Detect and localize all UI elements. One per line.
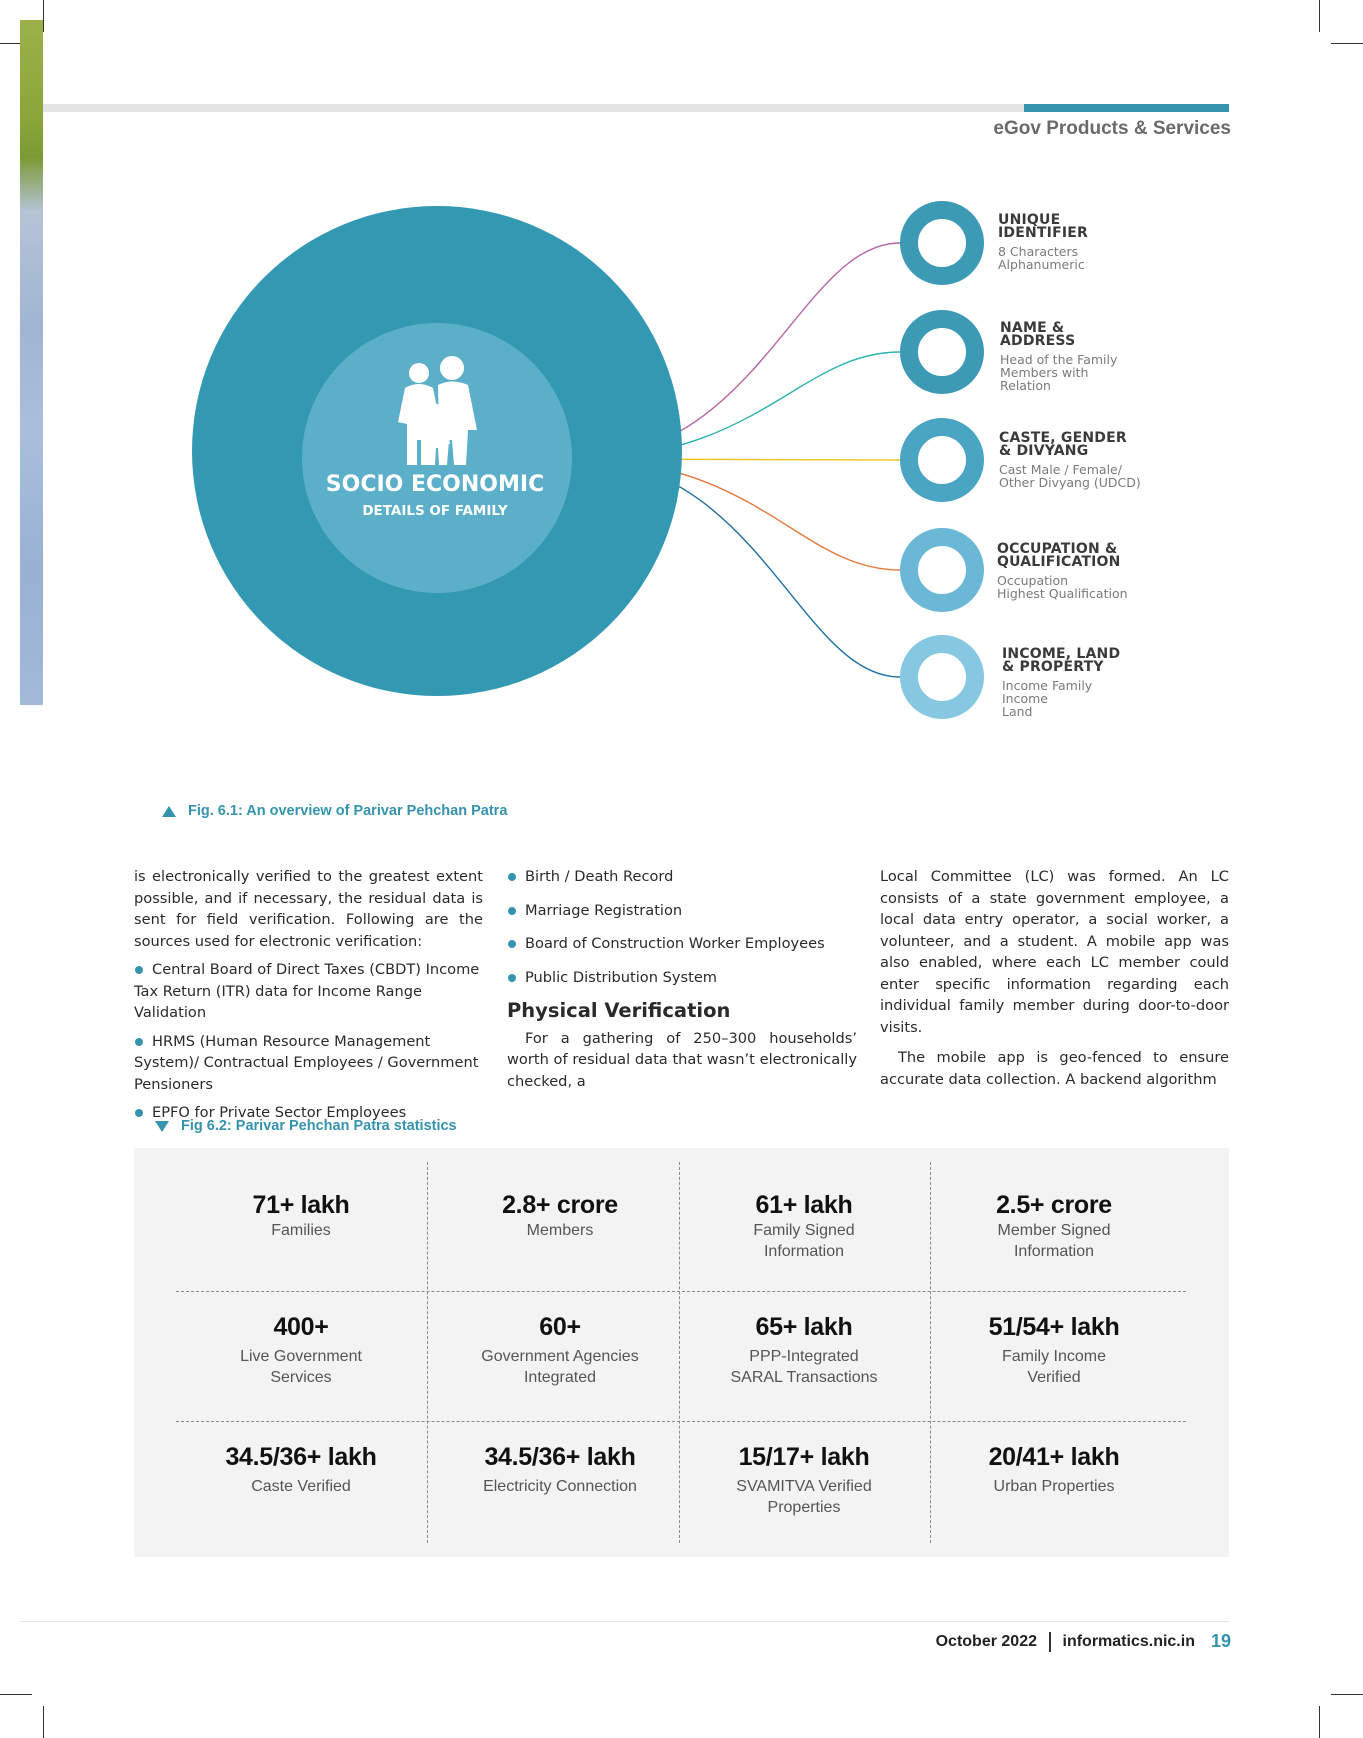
stat-value: 400+ bbox=[273, 1313, 329, 1341]
node-description bbox=[999, 463, 1141, 489]
stat-label: Urban Properties bbox=[993, 1478, 1115, 1495]
node-description-line: Income Family bbox=[1002, 678, 1093, 693]
stat-label: Member Signed bbox=[997, 1222, 1111, 1239]
node-title-line: NAME & bbox=[1000, 320, 1065, 336]
page-number: 19 bbox=[1210, 1631, 1231, 1651]
node-title-line: QUALIFICATION bbox=[997, 554, 1121, 570]
node-title-line: UNIQUE bbox=[998, 212, 1061, 228]
stat-label: Verified bbox=[1027, 1369, 1081, 1386]
node-description bbox=[997, 574, 1128, 600]
bullet-item bbox=[507, 967, 857, 989]
node-title-line: ADDRESS bbox=[1000, 333, 1076, 349]
bullet-dot-icon bbox=[508, 974, 516, 982]
paragraph: The mobile app is geo-fenced to ensure accurate data collection. A backend algorithm bbox=[880, 1049, 1229, 1088]
bullet-text: Marriage Registration bbox=[525, 901, 683, 919]
bullet-dot-icon bbox=[508, 873, 516, 881]
stat-cell bbox=[176, 1312, 426, 1388]
node-ring-icon bbox=[909, 537, 975, 603]
stat-cell bbox=[679, 1312, 929, 1388]
stat-label: Integrated bbox=[523, 1369, 597, 1386]
bullet-text: HRMS (Human Resource Management System)/ Contractual Employees / Government Pensioners bbox=[134, 1032, 479, 1093]
bullet-list bbox=[507, 866, 857, 988]
stat-label: SARAL Transactions bbox=[730, 1369, 878, 1386]
grid-divider bbox=[427, 1162, 428, 1543]
node-description-line: Other Divyang (UDCD) bbox=[999, 475, 1141, 490]
node-description-line: Head of the Family bbox=[1000, 352, 1118, 367]
stat-value: 2.5+ crore bbox=[996, 1191, 1112, 1219]
node-description-line: Members with bbox=[1000, 365, 1089, 380]
stat-value: 15/17+ lakh bbox=[738, 1443, 870, 1471]
bullet-text: EPFO for Private Sector Employees bbox=[152, 1104, 407, 1121]
stat-cell bbox=[435, 1442, 685, 1497]
grid-divider bbox=[176, 1291, 1186, 1292]
node-description bbox=[1002, 679, 1092, 718]
stat-cell bbox=[929, 1190, 1179, 1262]
node-description-line: Highest Qualification bbox=[997, 586, 1128, 601]
stat-cell bbox=[929, 1442, 1179, 1497]
stat-value: 51/54+ lakh bbox=[988, 1313, 1120, 1341]
ppp-overview-diagram bbox=[0, 0, 1363, 760]
section-heading: Physical Verification bbox=[507, 999, 731, 1022]
stat-cell bbox=[929, 1312, 1179, 1388]
node-ring-icon bbox=[909, 210, 975, 276]
node-title-line: & DIVYANG bbox=[999, 443, 1089, 459]
triangle-up-icon bbox=[162, 806, 176, 817]
stat-cell bbox=[176, 1190, 426, 1241]
stat-label: PPP-Integrated bbox=[749, 1348, 859, 1365]
bullet-item bbox=[507, 866, 857, 888]
section-title: eGov Products & Services bbox=[993, 118, 1231, 139]
stat-cell bbox=[679, 1442, 929, 1518]
stat-label: Members bbox=[526, 1222, 594, 1239]
node-description bbox=[998, 245, 1085, 271]
inner-circle bbox=[302, 323, 572, 593]
center-title: SOCIO ECONOMIC bbox=[325, 472, 545, 497]
paragraph: is electronically verified to the greatest extent possible, and if necessary, the residual data is sent for field verification. Following are the sources used for electronic verification: bbox=[134, 868, 483, 950]
stat-label: Information bbox=[1013, 1243, 1095, 1260]
stat-value: 20/41+ lakh bbox=[988, 1443, 1120, 1471]
bullet-dot-icon bbox=[135, 1038, 143, 1046]
bullet-dot-icon bbox=[135, 1109, 143, 1117]
node-title-line: & PROPERTY bbox=[1002, 659, 1104, 675]
stat-value: 60+ bbox=[539, 1313, 581, 1341]
node-description-line: 8 Characters bbox=[998, 244, 1079, 259]
figure-caption-1-text: Fig. 6.1: An overview of Parivar Pehchan Patra bbox=[188, 803, 508, 819]
bullet-text: Public Distribution System bbox=[525, 968, 718, 986]
bullet-item bbox=[507, 933, 857, 955]
node-title-line: INCOME, LAND bbox=[1002, 646, 1121, 662]
triangle-down-icon bbox=[155, 1121, 169, 1132]
stat-label: Information bbox=[763, 1243, 845, 1260]
node-title bbox=[997, 543, 1121, 569]
stat-cell bbox=[679, 1190, 929, 1262]
stat-label: Electricity Connection bbox=[483, 1478, 637, 1495]
crop-mark bbox=[1319, 1706, 1320, 1738]
bullet-dot-icon bbox=[508, 907, 516, 915]
node-title bbox=[1002, 648, 1120, 674]
figure-caption-2-text: Fig 6.2: Parivar Pehchan Patra statistics bbox=[181, 1118, 457, 1134]
stat-cell bbox=[176, 1442, 426, 1497]
stat-label: SVAMITVA Verified bbox=[736, 1478, 872, 1495]
stat-cell bbox=[435, 1312, 685, 1388]
node-description-line: Land bbox=[1002, 704, 1033, 719]
figure-caption-1 bbox=[162, 803, 507, 819]
text-column-1 bbox=[134, 866, 483, 1131]
bullet-text: Birth / Death Record bbox=[525, 868, 674, 885]
diagram-graphics bbox=[0, 0, 1363, 760]
node-title-line: IDENTIFIER bbox=[998, 225, 1088, 241]
bullet-item bbox=[134, 1031, 483, 1096]
node-ring-icon bbox=[909, 319, 975, 385]
figure-caption-2 bbox=[155, 1118, 457, 1134]
node-title-line: OCCUPATION & bbox=[997, 541, 1118, 557]
node-description-line: Occupation bbox=[997, 573, 1069, 588]
grid-divider bbox=[176, 1421, 1186, 1422]
stat-label: Family Income bbox=[1001, 1348, 1107, 1365]
node-description-line: Relation bbox=[1000, 378, 1051, 393]
paragraph: For a gathering of 250–300 households’ worth of residual data that wasn’t electronically checked, a bbox=[507, 1029, 857, 1090]
stat-label: Family Signed bbox=[753, 1222, 855, 1239]
node-title bbox=[998, 214, 1088, 240]
node-description-line: Alphanumeric bbox=[998, 257, 1085, 272]
bullet-dot-icon bbox=[508, 940, 516, 948]
stat-label: Services bbox=[270, 1369, 332, 1386]
footer-date: October 2022 bbox=[935, 1632, 1037, 1650]
node-description bbox=[1000, 353, 1117, 392]
paragraph: Local Committee (LC) was formed. An LC consists of a state government employee, a local data entry operator, a social worker, a volunteer, and a student. A mobile app was also enabled, where each LC member could enter specific information regarding each individual family member during door-to-door visits. bbox=[880, 868, 1229, 1036]
node-ring-icon bbox=[909, 427, 975, 493]
bullet-dot-icon bbox=[135, 966, 143, 974]
stat-label: Properties bbox=[767, 1499, 841, 1516]
stat-label: Families bbox=[271, 1222, 331, 1239]
stat-value: 2.8+ crore bbox=[502, 1191, 618, 1219]
stat-label: Government Agencies bbox=[481, 1348, 639, 1365]
node-title bbox=[1000, 322, 1075, 348]
stat-value: 65+ lakh bbox=[755, 1313, 853, 1341]
node-title bbox=[999, 432, 1127, 458]
stat-value: 34.5/36+ lakh bbox=[225, 1443, 377, 1471]
node-ring-icon bbox=[909, 644, 975, 710]
statistics-panel bbox=[134, 1148, 1229, 1557]
crop-mark bbox=[43, 1706, 44, 1738]
bullet-list bbox=[134, 959, 483, 1124]
bullet-item bbox=[507, 900, 857, 922]
stat-cell bbox=[435, 1190, 685, 1241]
bullet-item bbox=[134, 959, 483, 1024]
text-column-3 bbox=[880, 866, 1229, 1090]
bullet-text: Board of Construction Worker Employees bbox=[525, 935, 825, 952]
footer bbox=[936, 1631, 1231, 1652]
footer-site[interactable]: informatics.nic.in bbox=[1062, 1632, 1195, 1650]
node-description-line: Income bbox=[1002, 691, 1048, 706]
stat-value: 61+ lakh bbox=[755, 1191, 853, 1219]
footer-separator bbox=[1049, 1632, 1051, 1652]
crop-mark bbox=[0, 1694, 32, 1695]
node-title-line: CASTE, GENDER bbox=[999, 430, 1127, 446]
bullet-text: Central Board of Direct Taxes (CBDT) Income Tax Return (ITR) data for Income Range Validation bbox=[134, 961, 480, 1021]
stat-label: Live Government bbox=[240, 1348, 362, 1365]
node-description-line: Cast Male / Female/ bbox=[999, 462, 1122, 477]
footer-rule bbox=[20, 1621, 1229, 1622]
stat-value: 34.5/36+ lakh bbox=[484, 1443, 636, 1471]
stat-value: 71+ lakh bbox=[252, 1191, 350, 1219]
stat-label: Caste Verified bbox=[251, 1478, 351, 1495]
crop-mark bbox=[1331, 1694, 1363, 1695]
center-subtitle: DETAILS OF FAMILY bbox=[362, 503, 508, 519]
text-column-2 bbox=[507, 866, 857, 1092]
